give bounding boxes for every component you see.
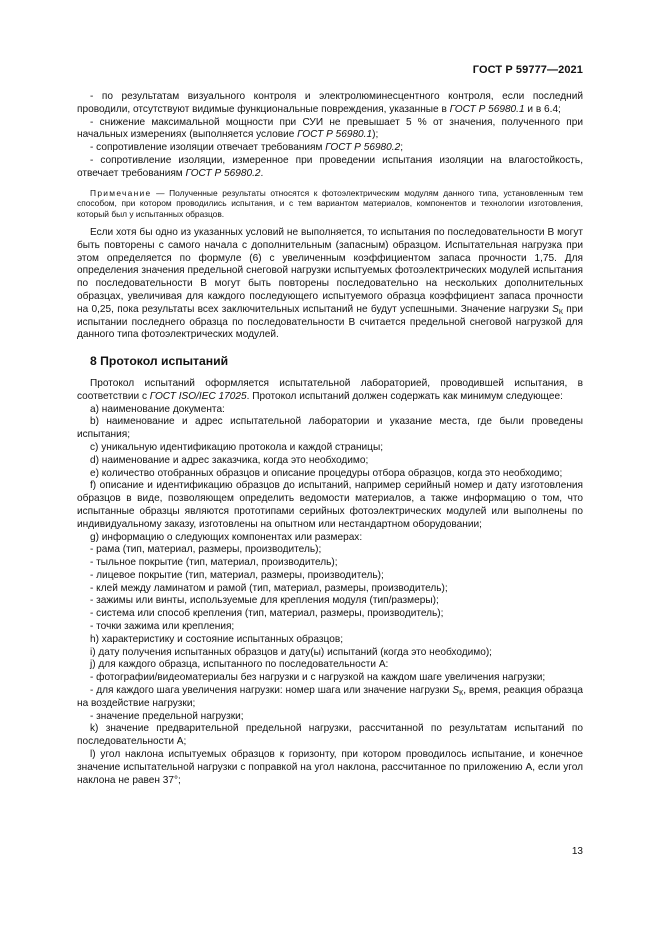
list-item: - значение предельной нагрузки; — [90, 710, 244, 722]
retest-tail: при испытании последнего образца по последовательности В считается предельной снеговой нагрузкой для данного типа фотоэлектрических модулей. — [77, 303, 583, 341]
step-tail: , время, реакция образца на воздействие нагрузки; — [77, 685, 583, 709]
list-item: c) уникальную идентификацию протокола и каждой страницы; — [90, 441, 383, 453]
step-text: - для каждого шага увеличения нагрузки: номер шага или значение нагрузки — [90, 685, 453, 697]
list-item: - точки зажима или крепления; — [90, 621, 235, 633]
page-number: 13 — [571, 846, 583, 857]
retest-paragraph — [77, 227, 583, 342]
list-item: k) значение предварительной предельной нагрузки, рассчитанной по результатам испытаний по последовательности А; — [77, 723, 583, 748]
list-item-step — [77, 685, 583, 711]
list-item: - тыльное покрытие (тип, материал, производитель); — [90, 557, 338, 569]
sk-subscript: К — [558, 308, 563, 316]
document-header: ГОСТ Р 59777—2021 — [472, 64, 583, 76]
condition-power: - снижение максимальной мощности при СУИ не превышает 5 % от значения, полученного при начальных измерениях (выполняется условие ГОСТ Р 56980.1); — [77, 116, 583, 141]
list-item: b) наименование и адрес испытательной лаборатории и указание места, где были проведены испытания; — [77, 416, 583, 441]
report-items-list-bottom — [77, 711, 583, 788]
condition-wet-insulation: - сопротивление изоляции, измеренное при проведении испытания изоляции на влагостойкость, отвечает требованиям ГОСТ Р 56980.2. — [77, 154, 583, 179]
list-item: - зажимы или винты, используемые для крепления модуля (тип/размеры); — [90, 595, 439, 607]
sk-subscript-2: К — [459, 690, 464, 698]
list-item: d) наименование и адрес заказчика, когда это необходимо; — [90, 454, 369, 466]
list-item: - клей между ламинатом и рамой (тип, материал, размеры, производитель); — [90, 582, 448, 594]
list-item: e) количество отобранных образцов и описание процедуры отбора образцов, когда это необходимо; — [90, 467, 563, 479]
note-label: Примечание — [90, 187, 152, 198]
retest-text: Если хотя бы одно из указанных условий не выполняется, то испытания по последовательности В могут быть повторены с самого начала с дополнительным (запасным) образцом. Испытательная нагрузка при этом определяется по формуле (6) с увеличенным коэффициентом запаса прочности 1,75. Для определения значения предельной снеговой нагрузки испытуемых фотоэлектрических модулей испытания по последовательности В могут быть повторены последовательно на нескольких дополнительных образцах, увеличивая для каждого последующего испытуемого образца коэффициент запаса прочности на 0,25, пока результаты всех заключительных испытаний не будут успешными. Значение нагрузки — [77, 226, 583, 315]
condition-insulation: - сопротивление изоляции отвечает требованиям ГОСТ Р 56980.2; — [90, 142, 404, 154]
list-item: - фотографии/видеоматериалы без нагрузки и с нагрузкой на каждом шаге увеличения нагрузки; — [90, 672, 546, 684]
list-item: - лицевое покрытие (тип, материал, размеры, производитель); — [90, 569, 384, 581]
section-8-intro: Протокол испытаний оформляется испытательной лабораторией, проводившей испытания, в соответствии с ГОСТ ISO/IEC 17025. Протокол испытаний должен содержать как минимум следующее: — [77, 377, 583, 402]
note-text: — Полученные результаты относятся к фотоэлектрическим модулям данного типа, установленным тем способом, при котором проводились испытания, и с тем вариантом материалов, компонентов и технологии изготовления, который был у испытанных образцов. — [77, 187, 583, 220]
list-item: f) описание и идентификацию образцов до испытаний, например серийный номер и дату изготовления образцов в виде, позволяющем определить ведомости материалов, а также информацию о том, что испытанные образцы являются прототипами серийных фотоэлектрических модулей или выполнены по индивидуальному заказу, изготовлены на опытном или нестандартном оборудовании; — [77, 480, 583, 530]
sk-symbol-2: S — [452, 685, 460, 697]
section-8-title: 8 Протокол испытаний — [90, 354, 229, 369]
condition-visual: - по результатам визуального контроля и электролюминесцентного контроля, если последний проводили, отсутствуют видимые функциональные повреждения, указанные в ГОСТ Р 56980.1 и в 6.4; — [77, 91, 583, 115]
list-item: j) для каждого образца, испытанного по последовательности А: — [90, 659, 389, 671]
list-item: i) дату получения испытанных образцов и дату(ы) испытаний (когда это необходимо); — [90, 646, 492, 658]
list-item: - система или способ крепления (тип, материал, размеры, производитель); — [90, 608, 444, 620]
page-body — [77, 91, 583, 787]
list-item: - рама (тип, материал, размеры, производитель); — [90, 544, 322, 556]
report-items-list — [77, 404, 583, 686]
list-item: a) наименование документа: — [90, 403, 225, 415]
list-item: l) угол наклона испытуемых образцов к горизонту, при котором проводилось испытание, и конечное значение испытательной нагрузки с поправкой на угол наклона, рассчитанное по приложению А, если угол наклона не равен 37°; — [77, 749, 583, 786]
list-item: g) информацию о следующих компонентах или размерах: — [90, 531, 363, 543]
note — [77, 188, 583, 220]
sk-symbol: S — [552, 303, 559, 315]
list-item: h) характеристику и состояние испытанных образцов; — [90, 633, 343, 645]
